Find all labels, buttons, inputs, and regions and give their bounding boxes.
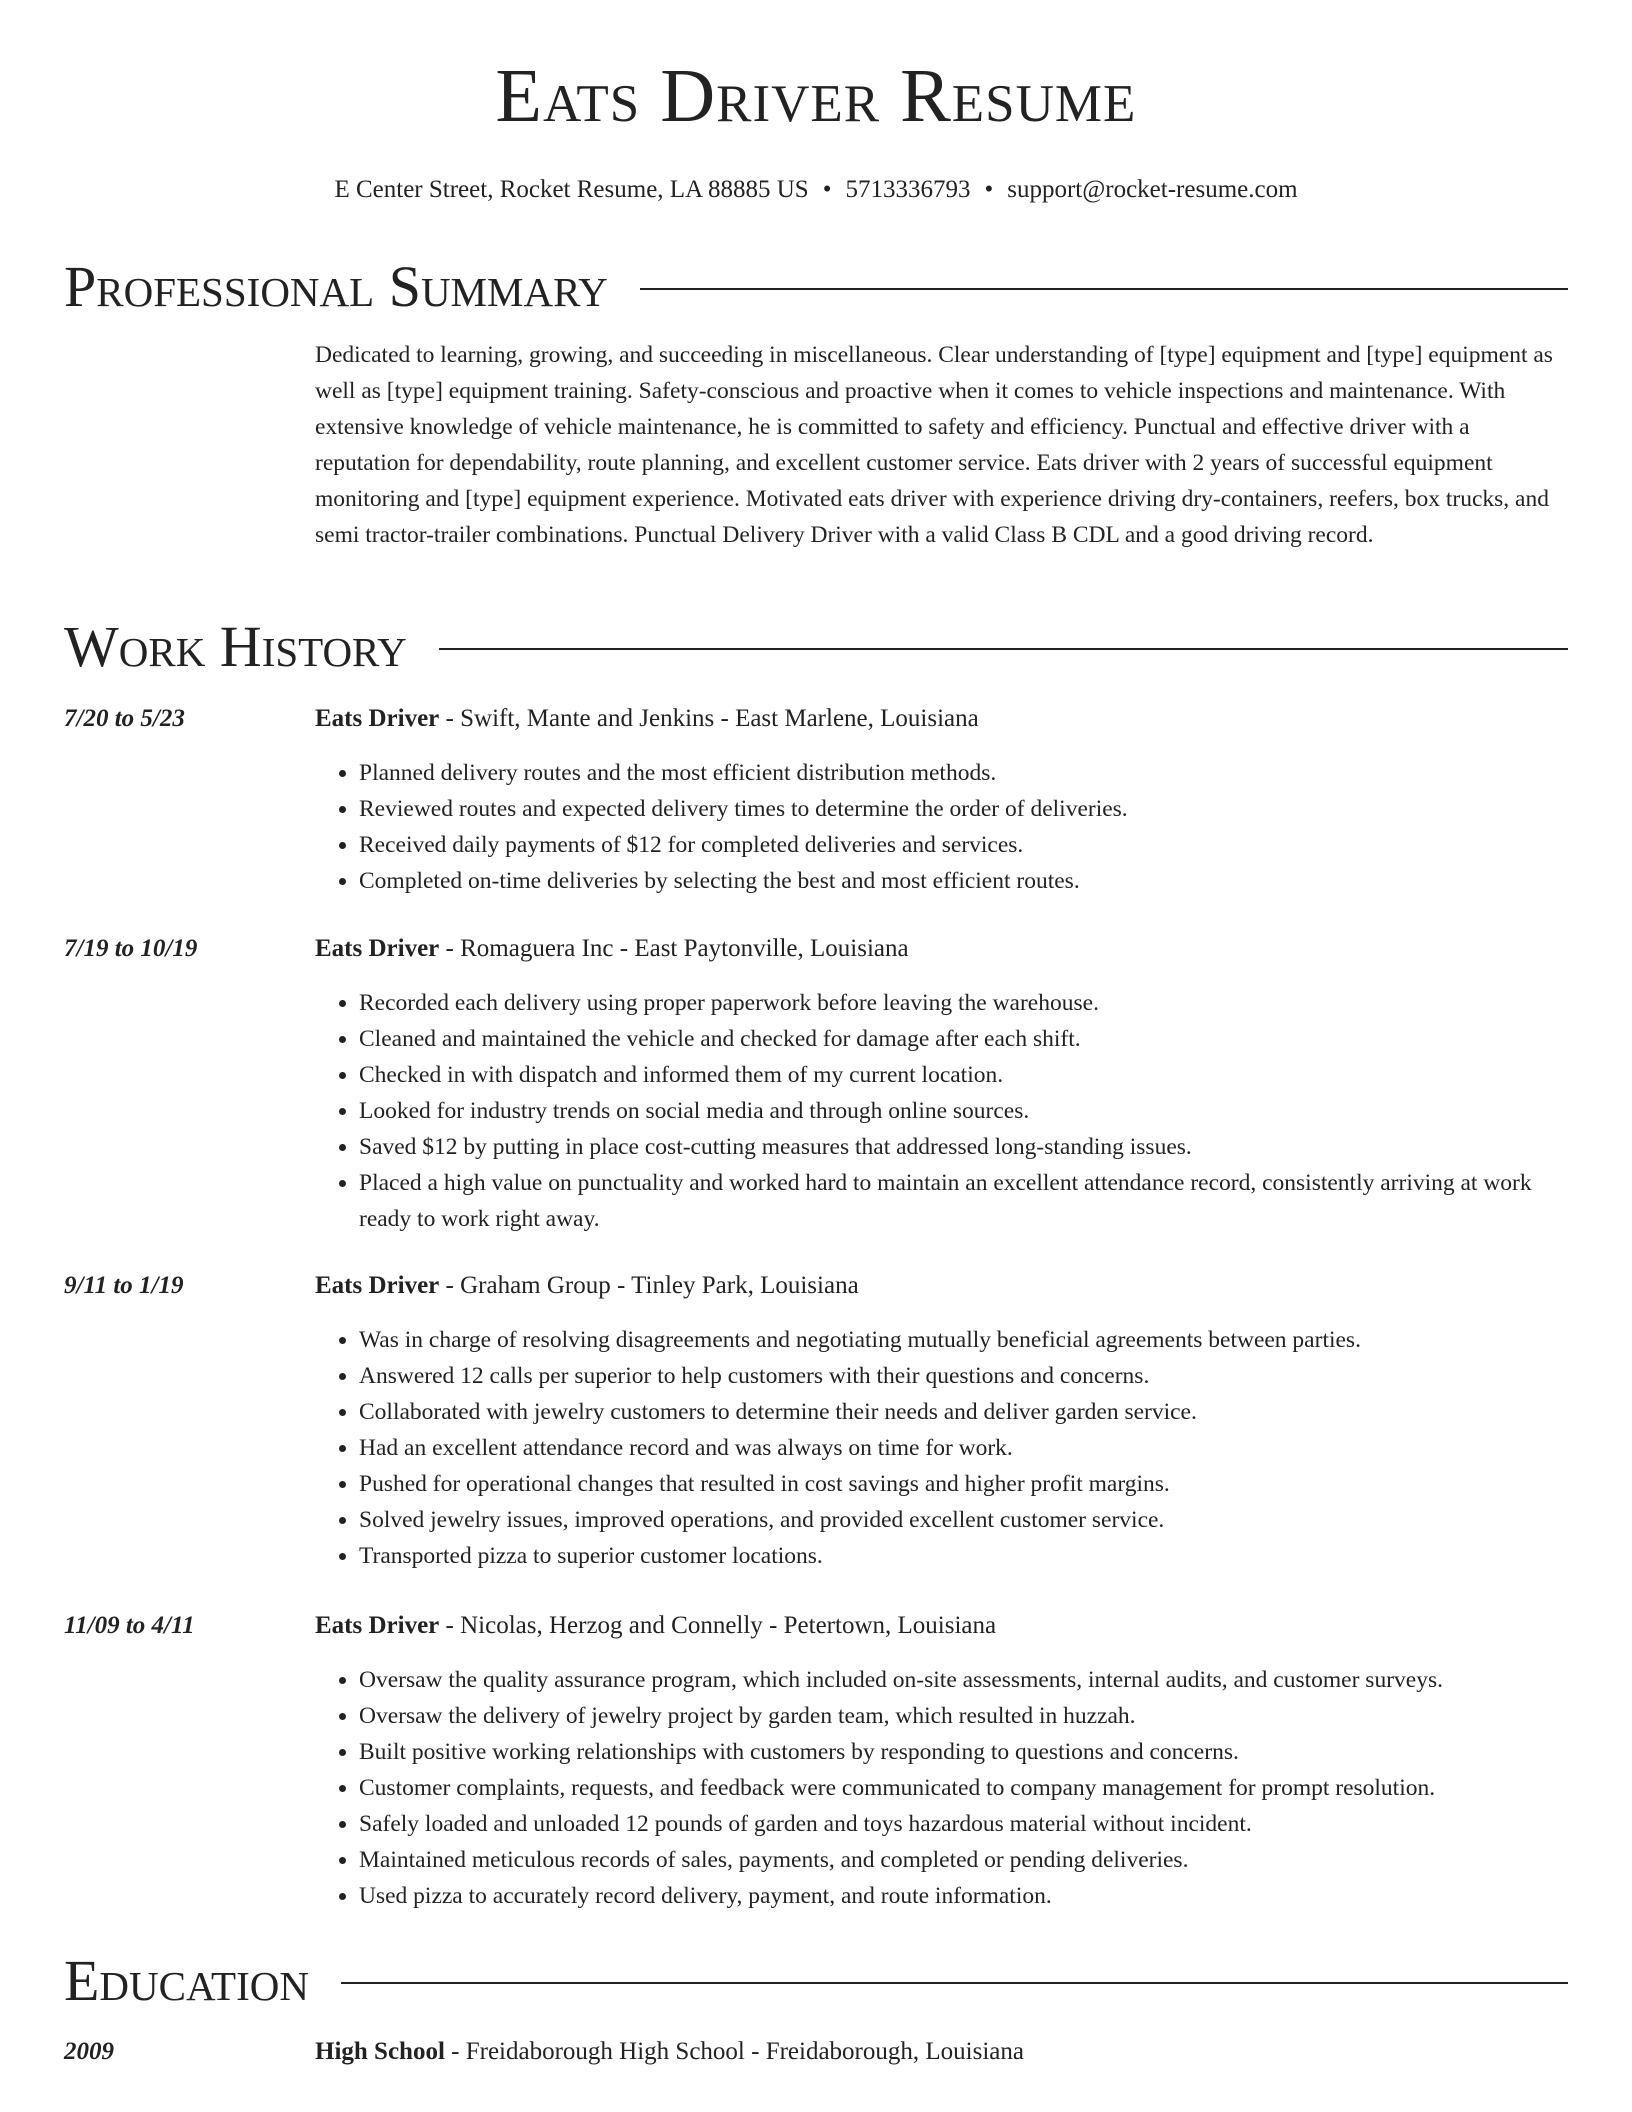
job-details: - Nicolas, Herzog and Connelly - Petertown, Louisiana [439, 1612, 997, 1639]
job-bullet: • Transported pizza to superior customer locations. [359, 1538, 1568, 1574]
job-bullet: • Planned delivery routes and the most efficient distribution methods. [359, 755, 1568, 791]
section-title-summary: Professional Summary [64, 254, 608, 319]
section-header-education [64, 1946, 1568, 2016]
contact-separator: • [822, 176, 832, 203]
job-heading [315, 1608, 996, 1644]
job-bullet: • Built positive working relationships with customers by responding to questions and concerns. [359, 1734, 1568, 1770]
job-details: - Swift, Mante and Jenkins - East Marlene, Louisiana [439, 705, 979, 732]
contact-separator: • [984, 176, 994, 203]
job-bullet-list [315, 1662, 1568, 1914]
contact-line [0, 176, 1632, 204]
job-bullet: • Customer complaints, requests, and feedback were communicated to company management for prompt resolution. [359, 1770, 1568, 1806]
job-bullet: • Received daily payments of $12 for completed deliveries and services. [359, 827, 1568, 863]
job-heading [315, 1268, 859, 1304]
job-bullet: • Safely loaded and unloaded 12 pounds of garden and toys hazardous material without incident. [359, 1806, 1568, 1842]
job-role: Eats Driver [315, 1612, 440, 1639]
job-bullet: • Answered 12 calls per superior to help customers with their questions and concerns. [359, 1358, 1568, 1394]
section-title-work-history: Work History [64, 614, 407, 679]
job-heading [315, 931, 909, 967]
section-title-education: Education [64, 1948, 309, 2013]
section-rule [341, 1982, 1568, 1984]
job-bullet: • Oversaw the quality assurance program, which included on-site assessments, internal audits, and customer surveys. [359, 1662, 1568, 1698]
job-bullet: • Pushed for operational changes that resulted in cost savings and higher profit margins. [359, 1466, 1568, 1502]
job-bullet: • Recorded each delivery using proper paperwork before leaving the warehouse. [359, 985, 1568, 1021]
job-bullet: • Collaborated with jewelry customers to determine their needs and deliver garden service. [359, 1394, 1568, 1430]
job-dates: 9/11 to 1/19 [64, 1272, 184, 1299]
education-year: 2009 [64, 2038, 114, 2065]
job-role: Eats Driver [315, 705, 440, 732]
job-bullet: • Oversaw the delivery of jewelry project by garden team, which resulted in huzzah. [359, 1698, 1568, 1734]
job-details: - Graham Group - Tinley Park, Louisiana [439, 1272, 859, 1299]
job-bullet-list [315, 1322, 1568, 1574]
job-dates: 7/19 to 10/19 [64, 935, 198, 962]
job-heading [315, 701, 979, 737]
job-bullet: • Placed a high value on punctuality and worked hard to maintain an excellent attendance record, consistently arriving at work ready to work right away. [359, 1165, 1568, 1237]
job-bullet: • Completed on-time deliveries by selecting the best and most efficient routes. [359, 863, 1568, 899]
resume-title: Eats Driver Resume [495, 54, 1137, 138]
job-bullet: • Checked in with dispatch and informed them of my current location. [359, 1057, 1568, 1093]
contact-address: E Center Street, Rocket Resume, LA 88885 US [334, 176, 809, 203]
education-degree: High School [315, 2038, 445, 2065]
section-header-work-history [64, 612, 1568, 682]
section-header-summary [64, 252, 1568, 322]
job-bullet: • Looked for industry trends on social media and through online sources. [359, 1093, 1568, 1129]
job-bullet: • Cleaned and maintained the vehicle and checked for damage after each shift. [359, 1021, 1568, 1057]
section-rule [439, 648, 1568, 650]
job-dates: 11/09 to 4/11 [64, 1612, 195, 1639]
job-role: Eats Driver [315, 1272, 440, 1299]
job-bullet: • Had an excellent attendance record and was always on time for work. [359, 1430, 1568, 1466]
job-role: Eats Driver [315, 935, 440, 962]
section-rule [640, 288, 1568, 290]
job-dates: 7/20 to 5/23 [64, 705, 185, 732]
education-heading [315, 2034, 1024, 2070]
job-bullet-list [315, 755, 1568, 899]
education-details: - Freidaborough High School - Freidaborough, Louisiana [444, 2038, 1024, 2065]
contact-email: support@rocket-resume.com [1007, 176, 1298, 203]
job-bullet-list [315, 985, 1568, 1237]
job-bullet: • Maintained meticulous records of sales, payments, and completed or pending deliveries. [359, 1842, 1568, 1878]
contact-phone: 5713336793 [845, 176, 971, 203]
job-bullet: • Reviewed routes and expected delivery times to determine the order of deliveries. [359, 791, 1568, 827]
summary-paragraph: Dedicated to learning, growing, and succeeding in miscellaneous. Clear understanding of [type] equipment and [type] equipment as well as [type] equipment training. Safety-conscious and proactive when it comes to vehicle inspections and maintenance. With extensive knowledge of vehicle maintenance, he is committed to safety and efficiency. Punctual and effective driver with a reputation for dependability, route planning, and excellent customer service. Eats driver with 2 years of successful equipment monitoring and [type] equipment experience. Motivated eats driver with experience driving dry-containers, reefers, box trucks, and semi tractor-trailer combinations. Punctual Delivery Driver with a valid Class B CDL and a good driving record. [315, 342, 1553, 548]
job-bullet: • Used pizza to accurately record delivery, payment, and route information. [359, 1878, 1568, 1914]
job-bullet: • Was in charge of resolving disagreements and negotiating mutually beneficial agreements between parties. [359, 1322, 1568, 1358]
job-details: - Romaguera Inc - East Paytonville, Louisiana [439, 935, 909, 962]
job-bullet: • Saved $12 by putting in place cost-cutting measures that addressed long-standing issues. [359, 1129, 1568, 1165]
job-bullet: • Solved jewelry issues, improved operations, and provided excellent customer service. [359, 1502, 1568, 1538]
